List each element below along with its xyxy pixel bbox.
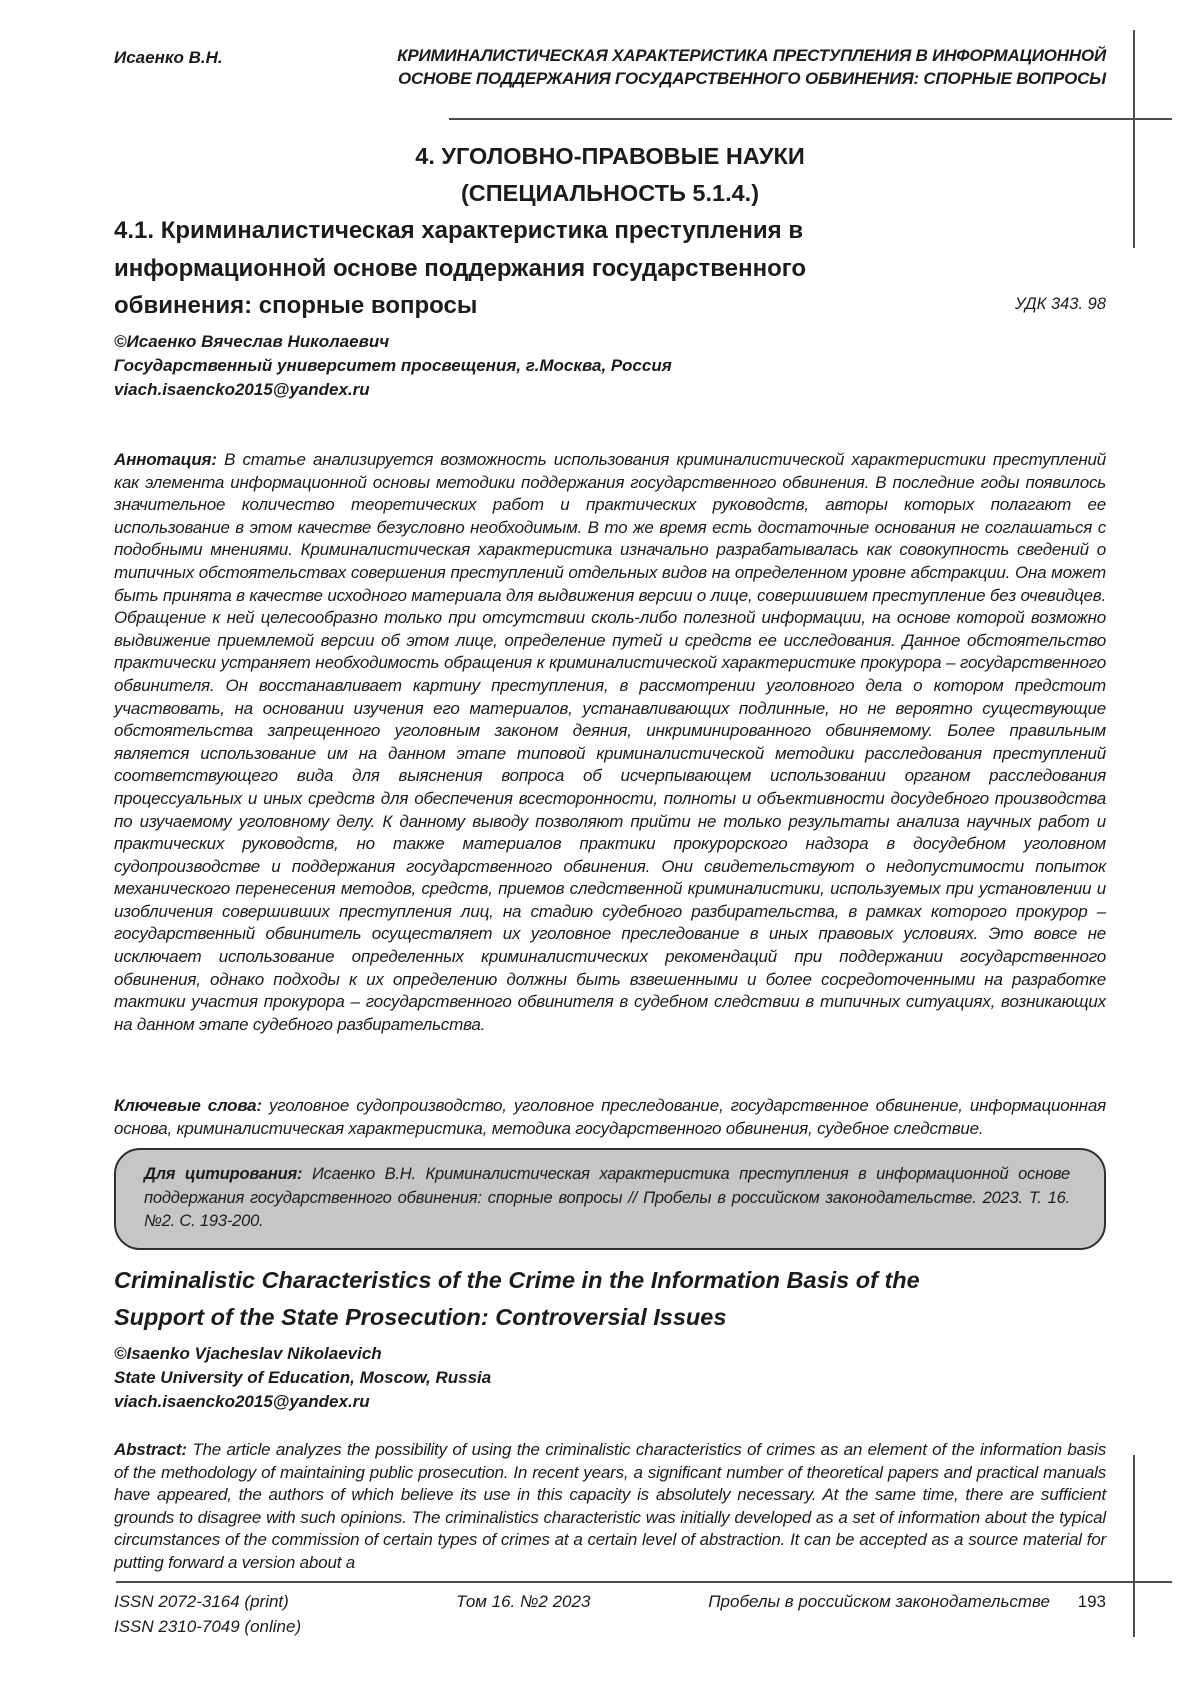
footer-volume-info: Том 16. №2 2023 bbox=[456, 1592, 591, 1611]
running-head-title bbox=[306, 44, 1106, 90]
citation-text: Исаенко В.Н. Криминалистическая характеристика преступления в информационной основе поддержания государственного обвинения: спорные вопросы // Пробелы в российском законодательстве. 2023. Т. 16. №2. С. 193-200. bbox=[144, 1165, 1070, 1230]
keywords-ru-label: Ключевые слова: bbox=[114, 1096, 262, 1115]
author-email-en: viach.isaencko2015@yandex.ru bbox=[114, 1392, 370, 1411]
running-head-title-line: КРИМИНАЛИСТИЧЕСКАЯ ХАРАКТЕРИСТИКА ПРЕСТУПЛЕНИЯ В ИНФОРМАЦИОННОЙ bbox=[397, 46, 1106, 65]
footer-page-number: 193 bbox=[1077, 1592, 1106, 1611]
article-title-en bbox=[114, 1262, 1106, 1336]
abstract-en-text: The article analyzes the possibility of using the criminalistic characteristics of crimes as an element of the information basis of the methodology of maintaining public prosecution. In recent years, a significant number of theoretical papers and practical manuals have appeared, the authors of which believe its use in this capacity is absolutely necessary. At the same time, there are sufficient grounds to disagree with such opinions. The criminalistics characteristic was initially developed as a set of information about the typical circumstances of the commission of certain types of crimes at a certain level of abstraction. It can be accepted as a source material for putting forward a version about a bbox=[114, 1440, 1106, 1572]
section-heading-line: (СПЕЦИАЛЬНОСТЬ 5.1.4.) bbox=[460, 180, 760, 206]
keywords-ru bbox=[114, 1095, 1106, 1140]
author-block-en bbox=[114, 1342, 1106, 1414]
abstract-ru-label: Аннотация: bbox=[114, 450, 217, 469]
abstract-en bbox=[114, 1439, 1106, 1575]
header-rule bbox=[449, 118, 1172, 120]
bottom-right-margin-line bbox=[1133, 1455, 1135, 1637]
citation-box bbox=[114, 1148, 1106, 1250]
article-title-ru-line: 4.1. Криминалистическая характеристика преступления в bbox=[114, 217, 804, 244]
top-right-margin-line bbox=[1133, 30, 1135, 248]
footer-issn-print: ISSN 2072-3164 (print) bbox=[114, 1592, 289, 1611]
footer-journal-title: Пробелы в российском законодательстве bbox=[708, 1592, 1050, 1611]
author-name-en: ©Isaenko Vjacheslav Nikolaevich bbox=[114, 1344, 382, 1363]
article-title-ru-line: обвинения: спорные вопросы bbox=[114, 292, 478, 319]
section-heading-line: 4. УГОЛОВНО-ПРАВОВЫЕ НАУКИ bbox=[415, 143, 805, 169]
running-head-author: Исаенко В.Н. bbox=[114, 48, 223, 67]
keywords-ru-text: уголовное судопроизводство, уголовное преследование, государственное обвинение, информационная основа, криминалистическая характеристика, методика государственного обвинения, судебное следствие. bbox=[114, 1096, 1106, 1138]
author-affiliation-en: State University of Education, Moscow, Russia bbox=[114, 1368, 492, 1387]
author-email-ru: viach.isaencko2015@yandex.ru bbox=[114, 380, 370, 399]
article-title-en-line: Support of the State Prosecution: Controversial Issues bbox=[114, 1304, 727, 1330]
article-title-en-line: Criminalistic Characteristics of the Crime in the Information Basis of the bbox=[114, 1267, 920, 1293]
author-name-ru: ©Исаенко Вячеслав Николаевич bbox=[114, 332, 390, 351]
udc-code: УДК 343. 98 bbox=[1015, 295, 1106, 313]
citation-label: Для цитирования: bbox=[144, 1165, 303, 1183]
abstract-en-label: Abstract: bbox=[114, 1440, 187, 1459]
author-affiliation-ru: Государственный университет просвещения, г.Москва, Россия bbox=[114, 356, 672, 375]
abstract-ru-text: В статье анализируется возможность использования криминалистической характеристики преступлений как элемента информационной основы методики поддержания государственного обвинения. В последние годы появилось значительное количество теоретических работ и практических руководств, авторы которых полагают ее использование в этом качестве безусловно необходимым. В то же время есть достаточные основания не соглашаться с подобными мнениями. Криминалистическая характеристика изначально разрабатывалась как совокупность сведений о типичных обстоятельствах совершения преступлений отдельных видов на определенном уровне абстракции. Она может быть принята в качестве исходного материала для выдвижения версии о лице, совершившем преступление без очевидцев. Обращение к ней целесообразно только при отсутствии сколь-либо полезной информации, на основе которой возможно выдвижение приемлемой версии об этом лице, определение путей и средств ее исследования. Данное обстоятельство практически устраняет необходимость обращения к криминалистической характеристике прокурора – государственного обвинителя. Он восстанавливает картину преступления, в рассмотрении уголовного дела о котором предстоит участвовать, на основании изучения его материалов, устанавливающих подлинные, но не вероятно существующие обстоятельства запрещенного уголовным законом деяния, инкриминированного обвиняемому. Более правильным является использование им на данном этапе типовой криминалистической методики расследования преступлений соответствующего вида для выяснения вопроса об исчерпывающем использовании органом расследования процессуальных и иных средств для обеспечения всесторонности, полноты и объективности досудебного производства по изучаемому уголовному делу. К данному выводу позволяют прийти не только результаты анализа научных работ и практических руководств, но также материалов практики прокурорского надзора в досудебном уголовном судопроизводстве и поддержания государственного обвинения. Они свидетельствуют о недопустимости попыток механического перенесения методов, средств, приемов следственной криминалистики, используемых при установлении и изобличения совершивших преступления лиц, на стадию судебного разбирательства, в рамках которого прокурор – государственный обвинитель осуществляет их уголовное преследование в иных правовых условиях. Это вовсе не исключает использование определенных криминалистических рекомендаций при поддержании государственного обвинения, однако подходы к их определению должны быть взвешенными и более сосредоточенными на разработке тактики участия прокурора – государственного обвинителя в судебном следствии в типичных ситуациях, возникающих на данном этапе судебного разбирательства. bbox=[114, 450, 1106, 1034]
section-heading bbox=[114, 138, 1106, 212]
abstract-ru bbox=[114, 449, 1106, 1036]
author-block-ru bbox=[114, 330, 1106, 402]
footer-rule bbox=[116, 1581, 1172, 1583]
article-title-ru-line: информационной основе поддержания государственного bbox=[114, 254, 807, 282]
footer-issn-online: ISSN 2310-7049 (online) bbox=[114, 1617, 302, 1636]
running-head-title-line: ОСНОВЕ ПОДДЕРЖАНИЯ ГОСУДАРСТВЕННОГО ОБВИНЕНИЯ: СПОРНЫЕ ВОПРОСЫ bbox=[397, 69, 1106, 88]
